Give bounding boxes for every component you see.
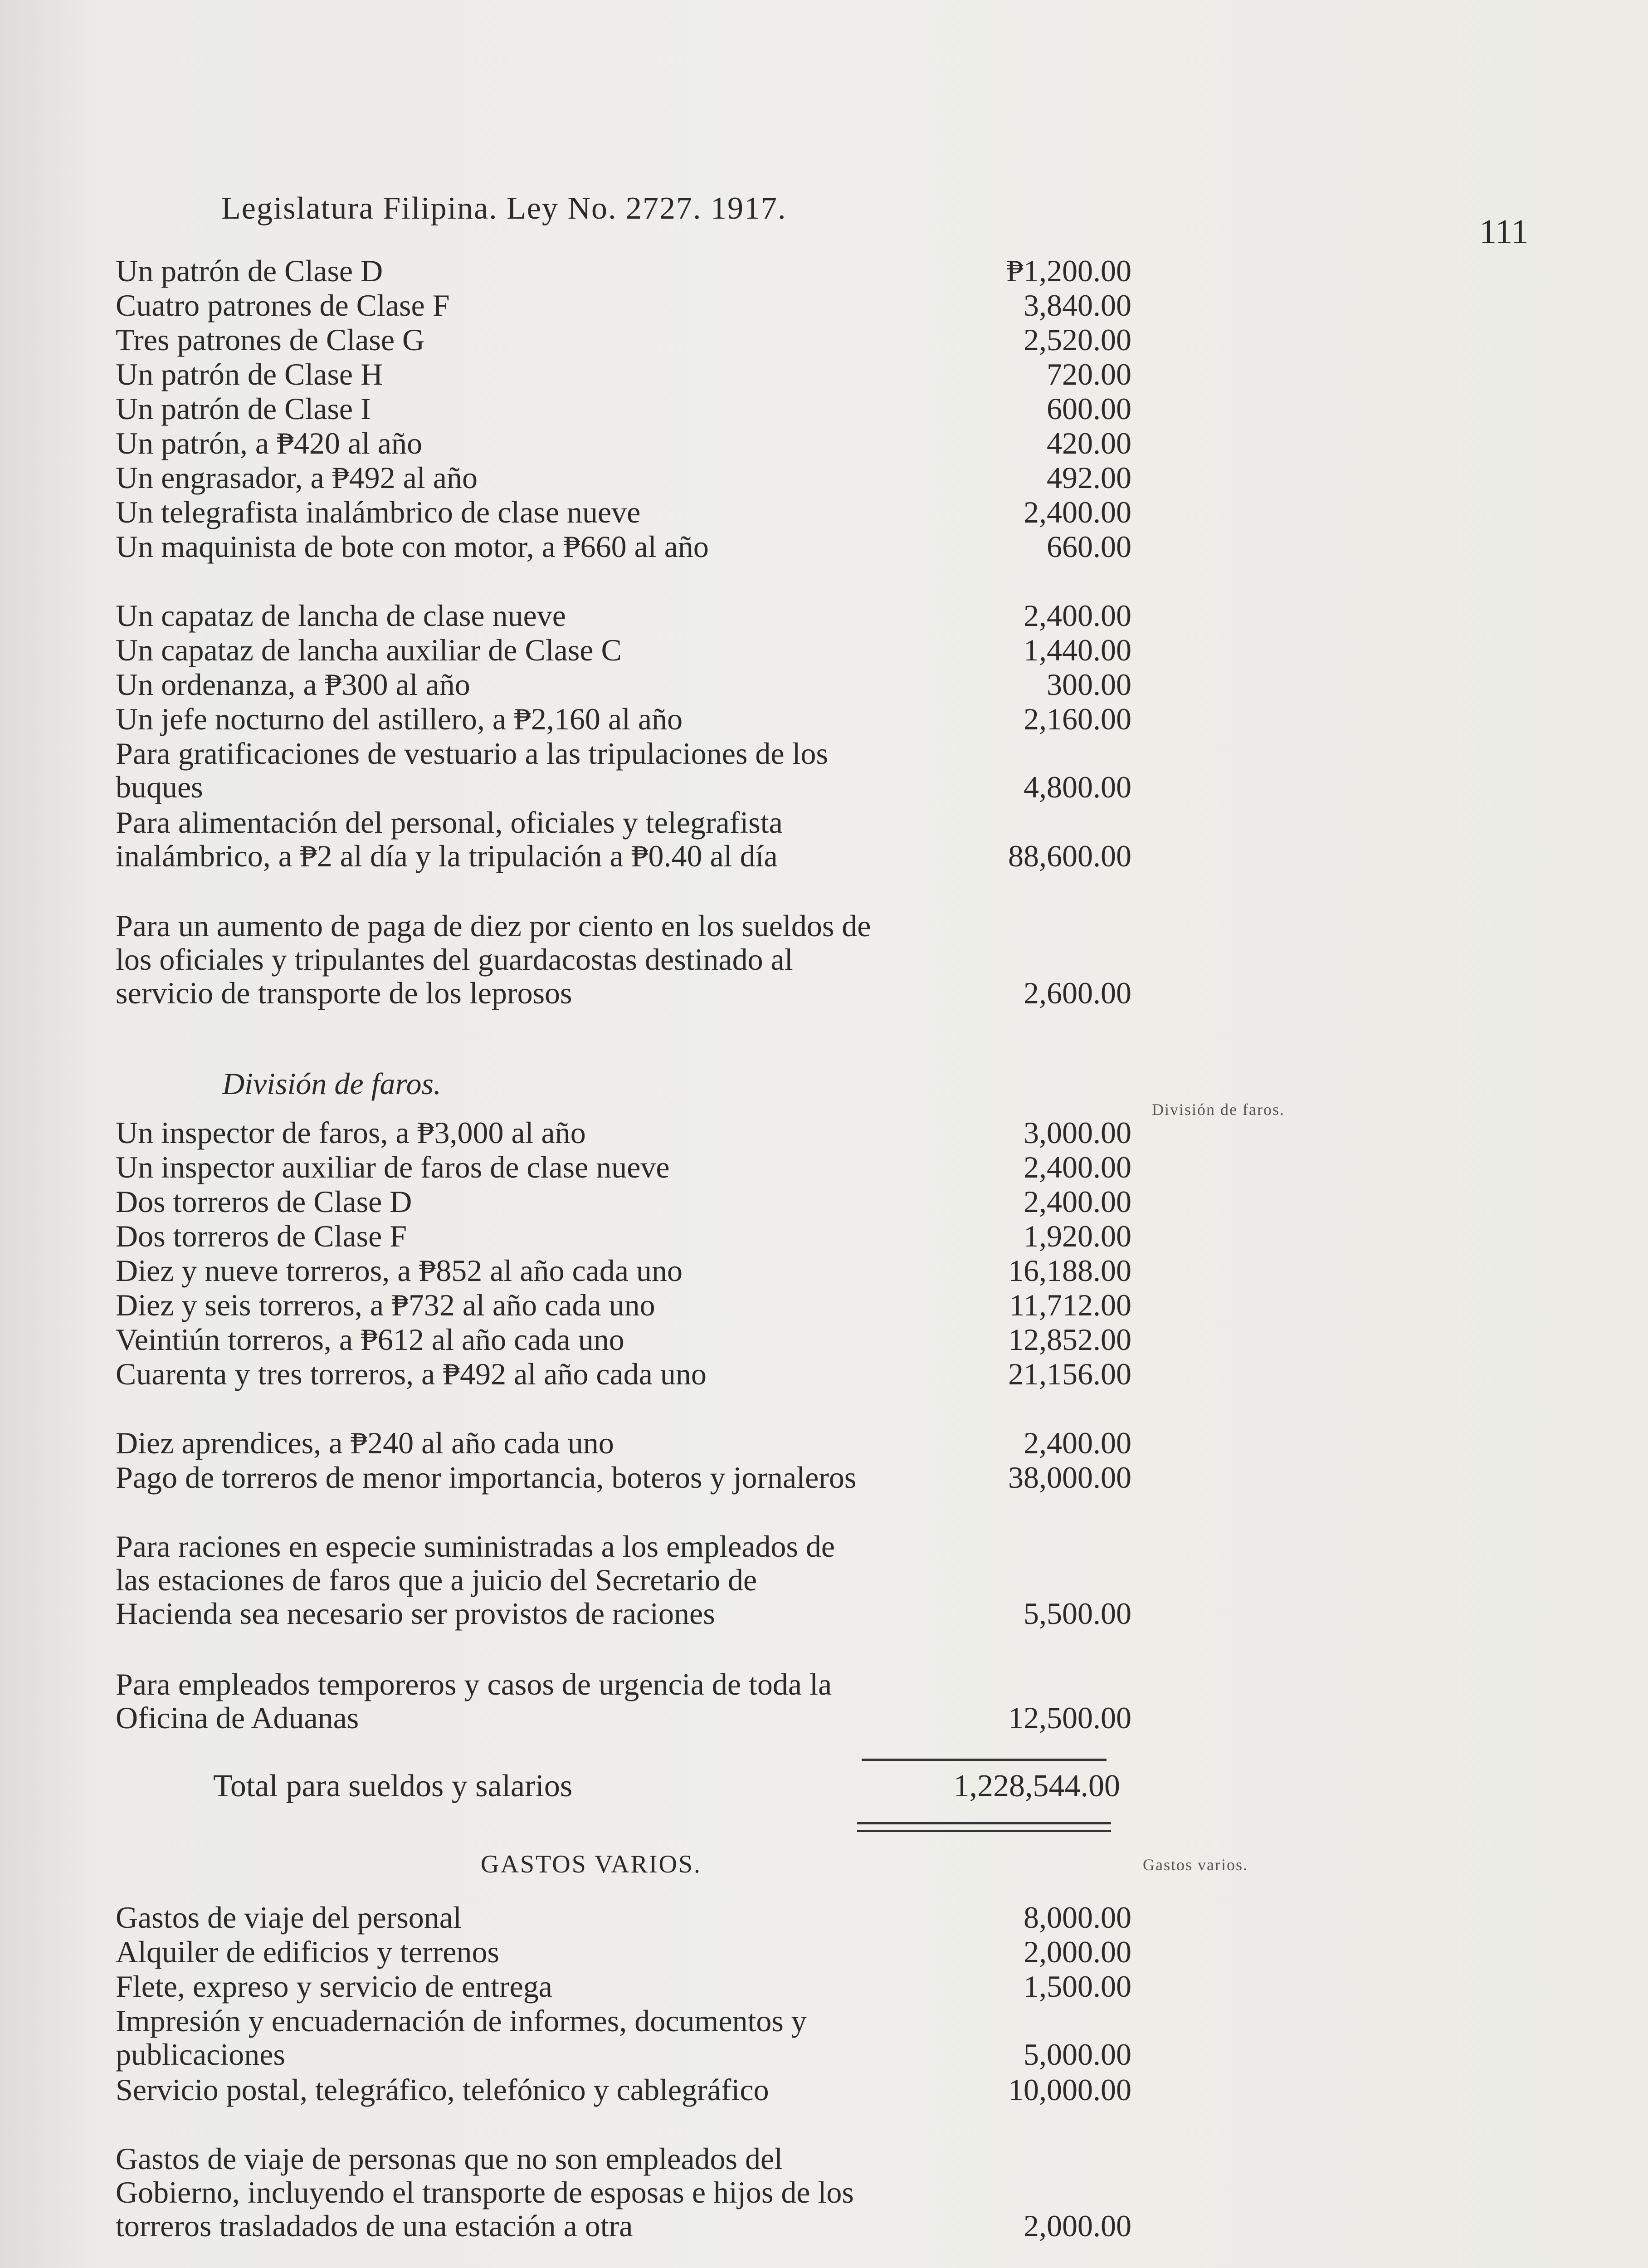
item-label: Alquiler de edificios y terrenos xyxy=(116,1935,499,1969)
item-amount: 2,400.00 xyxy=(1024,1426,1131,1460)
total-label: Total para sueldos y salarios xyxy=(213,1769,573,1804)
list-item xyxy=(102,530,1131,563)
item-label: Diez y nueve torreros, a ₱852 al año cada uno xyxy=(116,1253,683,1288)
list-item xyxy=(102,426,1131,460)
item-label: Impresión y encuadernación de informes, documentos y publicaciones xyxy=(116,2004,807,2072)
item-label: Un ordenanza, a ₱300 al año xyxy=(116,667,470,702)
list-item xyxy=(102,1219,1131,1253)
item-label: Un capataz de lancha de clase nueve xyxy=(116,598,566,633)
item-label: Dos torreros de Clase F xyxy=(116,1219,407,1253)
item-amount: 3,840.00 xyxy=(1024,288,1131,323)
list-item xyxy=(102,1357,1131,1391)
item-amount: 38,000.00 xyxy=(1008,1460,1131,1495)
item-amount: 2,000.00 xyxy=(1024,1935,1131,1969)
list-item xyxy=(102,1461,1131,1494)
margin-note-gastos: Gastos varios. xyxy=(1143,1856,1248,1874)
item-amount: 600.00 xyxy=(1047,391,1131,426)
item-amount: 2,400.00 xyxy=(1024,1150,1131,1184)
item-amount: 11,712.00 xyxy=(1009,1288,1131,1322)
sum-rule xyxy=(862,1759,1107,1761)
item-label: Cuatro patrones de Clase F xyxy=(116,288,450,323)
item-amount: 5,000.00 xyxy=(1024,2037,1131,2072)
list-item xyxy=(102,1667,1131,1735)
list-item xyxy=(102,599,1131,632)
list-item xyxy=(102,2073,1131,2107)
list-item xyxy=(102,633,1131,667)
item-amount: 1,440.00 xyxy=(1024,633,1131,667)
item-amount: 5,500.00 xyxy=(1024,1596,1131,1631)
list-item xyxy=(102,909,1131,1010)
section-title-faros: División de faros. xyxy=(222,1066,441,1101)
list-item xyxy=(102,1116,1131,1149)
item-amount: 4,800.00 xyxy=(1024,770,1131,804)
item-label: Un patrón, a ₱420 al año xyxy=(116,426,423,460)
item-label: Un maquinista de bote con motor, a ₱660 al año xyxy=(116,529,709,564)
item-amount: 1,920.00 xyxy=(1024,1219,1131,1253)
list-item xyxy=(102,1185,1131,1218)
item-label: Un telegrafista inalámbrico de clase nueve xyxy=(116,495,641,529)
item-label: Tres patrones de Clase G xyxy=(116,323,425,357)
page-number: 111 xyxy=(1479,213,1529,251)
item-amount: 21,156.00 xyxy=(1008,1357,1131,1391)
item-label: Para alimentación del personal, oficiales y telegrafista inalámbrico, a ₱2 al día y la tripulación a ₱0.40 al día xyxy=(116,805,783,873)
list-item xyxy=(102,737,1131,804)
margin-note-faros: División de faros. xyxy=(1152,1100,1285,1119)
running-header: Legislatura Filipina. Ley No. 2727. 1917. xyxy=(221,191,787,226)
list-item xyxy=(102,806,1131,873)
item-amount: 1,500.00 xyxy=(1024,1969,1131,2004)
item-label: Para gratificaciones de vestuario a las tripulaciones de los buques xyxy=(116,736,828,804)
item-label: Pago de torreros de menor importancia, boteros y jornaleros xyxy=(116,1460,857,1495)
item-label: Servicio postal, telegráfico, telefónico y cablegráfico xyxy=(116,2072,769,2107)
list-item xyxy=(102,254,1131,288)
item-label: Un jefe nocturno del astillero, a ₱2,160 al año xyxy=(116,702,683,736)
item-amount: 16,188.00 xyxy=(1008,1253,1131,1288)
item-label: Un inspector de faros, a ₱3,000 al año xyxy=(116,1115,586,1150)
item-label: Para un aumento de paga de diez por ciento en los sueldos de los oficiales y tripulantes del guardacostas destinado al servicio de transporte de los leprosos xyxy=(116,909,871,1010)
item-amount: 720.00 xyxy=(1047,357,1131,391)
list-item xyxy=(102,1288,1131,1322)
list-item xyxy=(102,1150,1131,1184)
item-label: Flete, expreso y servicio de entrega xyxy=(116,1969,552,2004)
item-amount: 300.00 xyxy=(1047,667,1131,702)
item-amount: 2,520.00 xyxy=(1024,323,1131,357)
item-label: Para empleados temporeros y casos de urgencia de toda la Oficina de Aduanas xyxy=(116,1667,832,1735)
item-amount: 10,000.00 xyxy=(1008,2072,1131,2107)
list-item xyxy=(102,495,1131,529)
item-label: Para raciones en especie suministradas a los empleados de las estaciones de faros que a juicio del Secretario de Hacienda sea necesario ser provistos de raciones xyxy=(116,1529,835,1631)
list-item xyxy=(102,1426,1131,1460)
item-label: Veintiún torreros, a ₱612 al año cada uno xyxy=(116,1322,624,1357)
item-label: Un inspector auxiliar de faros de clase nueve xyxy=(116,1150,670,1184)
total-row xyxy=(213,1768,1120,1804)
list-item xyxy=(102,357,1131,391)
item-amount: 2,160.00 xyxy=(1024,702,1131,736)
list-item xyxy=(102,668,1131,701)
section-heading-gastos: GASTOS VARIOS. xyxy=(481,1850,702,1878)
item-amount: 8,000.00 xyxy=(1024,1900,1131,1935)
total-double-rule xyxy=(857,1822,1111,1832)
list-item xyxy=(102,1323,1131,1356)
total-amount: 1,228,544.00 xyxy=(953,1769,1120,1804)
list-item xyxy=(102,461,1131,494)
list-item xyxy=(102,1970,1131,2003)
item-label: Diez aprendices, a ₱240 al año cada uno xyxy=(116,1426,614,1460)
list-item xyxy=(102,288,1131,322)
item-label: Diez y seis torreros, a ₱732 al año cada uno xyxy=(116,1288,655,1322)
item-amount: 2,600.00 xyxy=(1024,976,1131,1010)
item-amount: 12,852.00 xyxy=(1008,1322,1131,1357)
list-item xyxy=(102,1935,1131,1969)
item-label: Un patrón de Clase D xyxy=(116,254,383,288)
list-item xyxy=(102,323,1131,357)
item-amount: 12,500.00 xyxy=(1008,1701,1131,1735)
list-item xyxy=(102,2004,1131,2071)
list-item xyxy=(102,1254,1131,1287)
item-label: Gastos de viaje del personal xyxy=(116,1900,462,1935)
list-item xyxy=(102,702,1131,736)
item-label: Un patrón de Clase H xyxy=(116,357,383,391)
item-amount: 88,600.00 xyxy=(1008,839,1131,873)
item-amount: 2,400.00 xyxy=(1024,1184,1131,1219)
item-amount: 2,000.00 xyxy=(1024,2209,1131,2243)
list-item xyxy=(102,1901,1131,1934)
item-label: Un engrasador, a ₱492 al año xyxy=(116,460,478,495)
item-label: Dos torreros de Clase D xyxy=(116,1184,412,1219)
item-label: Un capataz de lancha auxiliar de Clase C xyxy=(116,633,622,667)
item-amount: ₱1,200.00 xyxy=(1006,254,1131,288)
item-amount: 660.00 xyxy=(1047,529,1131,564)
item-amount: 3,000.00 xyxy=(1024,1115,1131,1150)
item-label: Gastos de viaje de personas que no son empleados del Gobierno, incluyendo el transporte de esposas e hijos de los torreros trasladados de una estación a otra xyxy=(116,2141,854,2243)
list-item xyxy=(102,392,1131,425)
list-item xyxy=(102,1530,1131,1630)
item-amount: 2,400.00 xyxy=(1024,598,1131,633)
item-amount: 420.00 xyxy=(1047,426,1131,460)
item-label: Cuarenta y tres torreros, a ₱492 al año cada uno xyxy=(116,1357,707,1391)
item-amount: 492.00 xyxy=(1047,460,1131,495)
item-amount: 2,400.00 xyxy=(1024,495,1131,529)
item-label: Un patrón de Clase I xyxy=(116,391,371,426)
list-item xyxy=(102,2142,1131,2243)
